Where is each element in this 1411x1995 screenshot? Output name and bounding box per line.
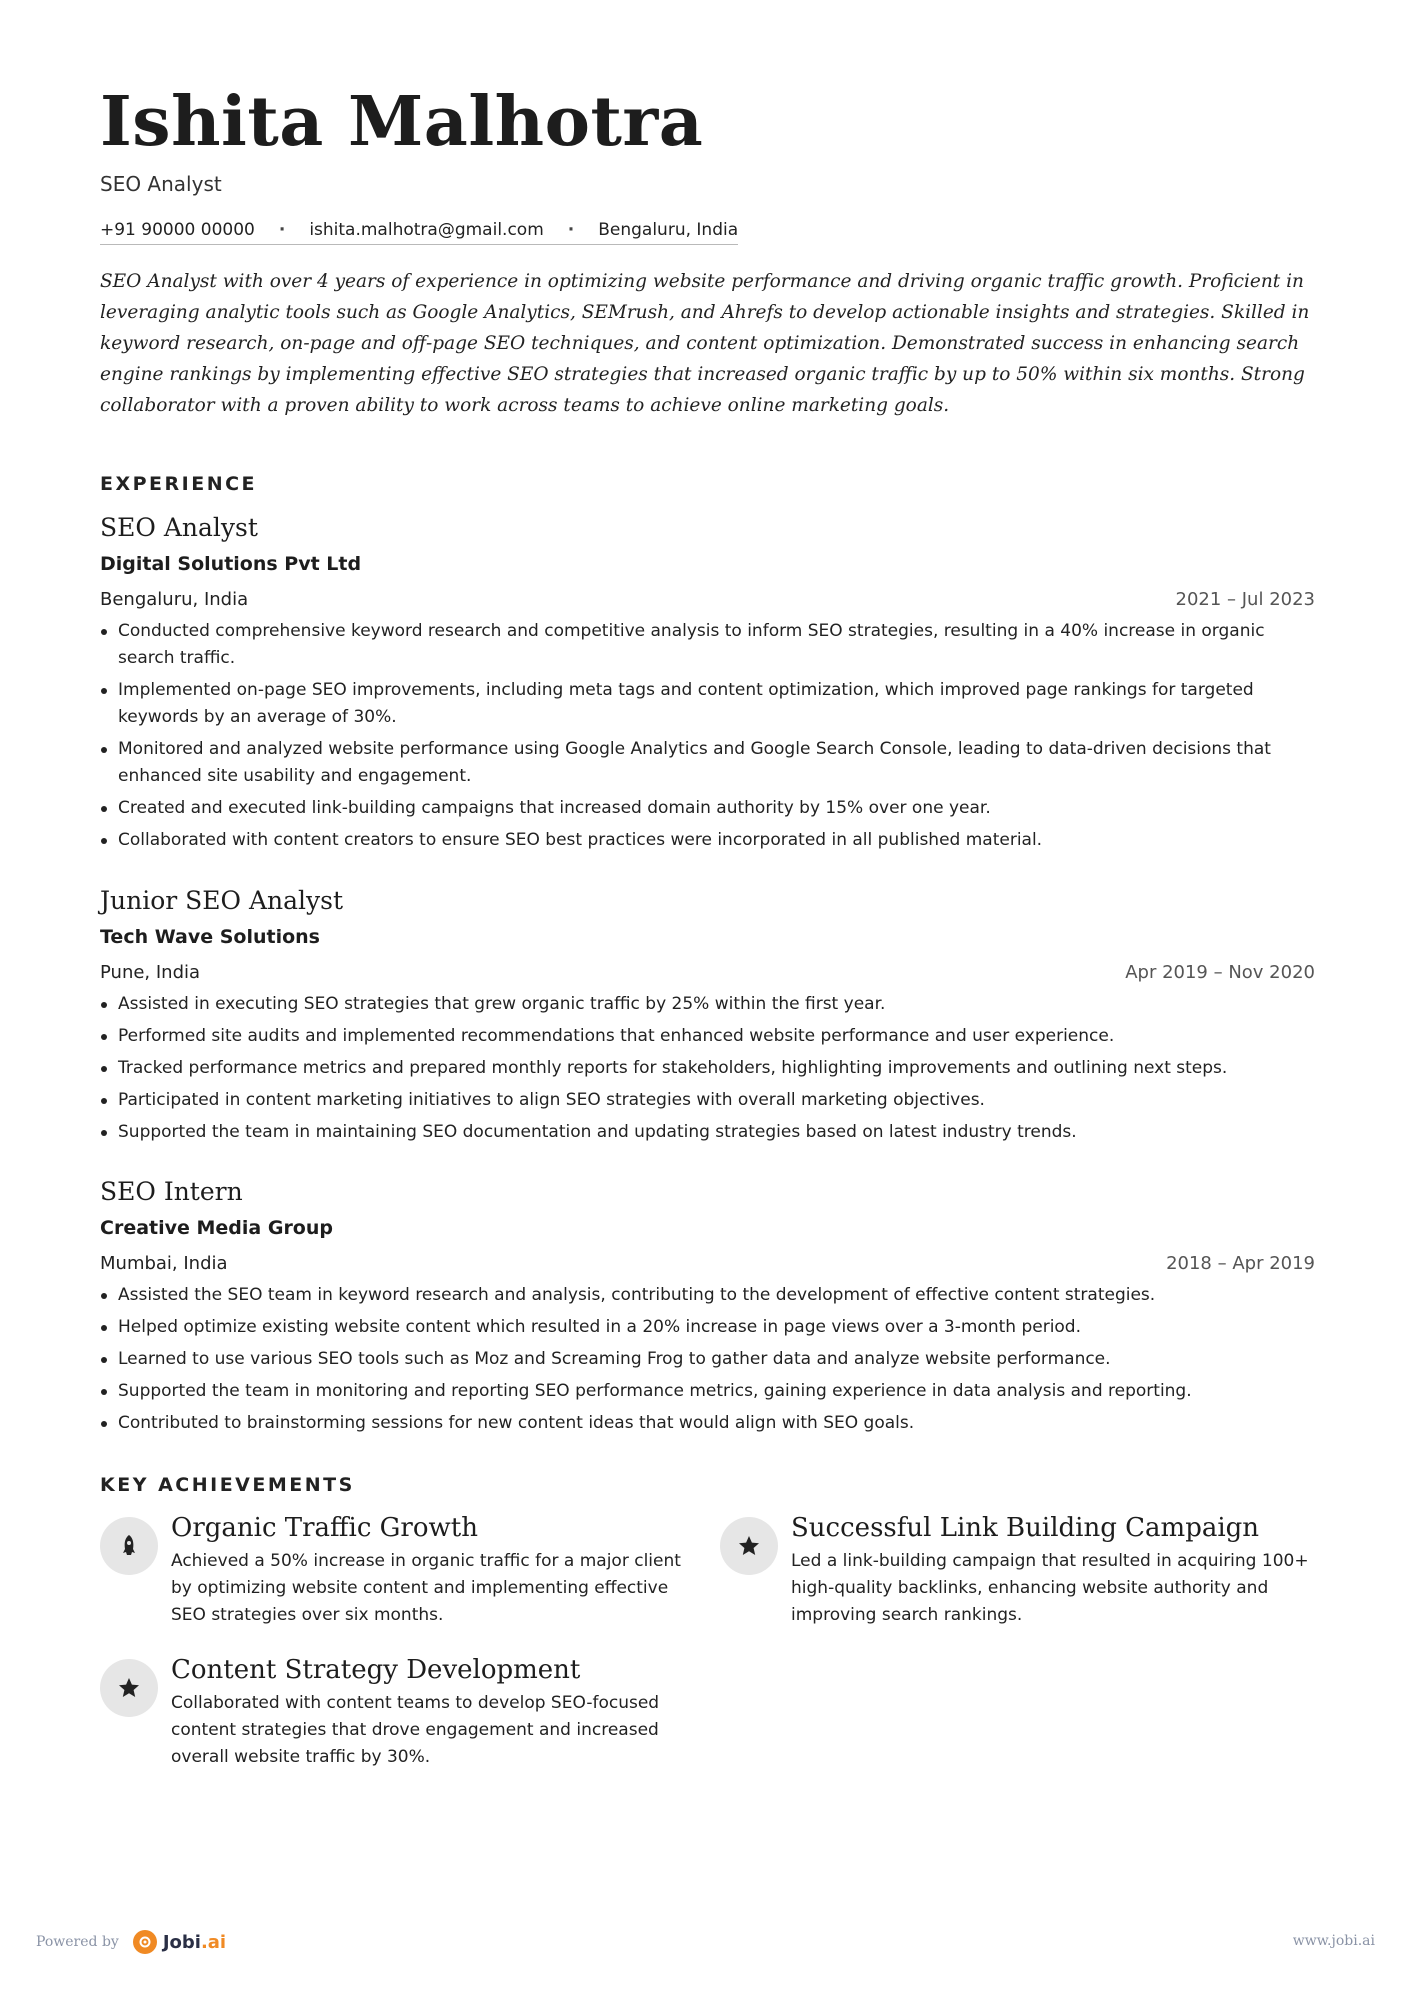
powered-by-label: Powered by <box>36 1934 119 1950</box>
bullet-item: Participated in content marketing initiatives to align SEO strategies with overall marketing objectives. <box>100 1087 1315 1114</box>
candidate-role: SEO Analyst <box>100 172 222 196</box>
candidate-name: Ishita Malhotra <box>100 82 704 162</box>
job-company: Creative Media Group <box>100 1217 333 1239</box>
email-address: ishita.malhotra@gmail.com <box>309 220 544 240</box>
achievements-heading: KEY ACHIEVEMENTS <box>100 1474 355 1496</box>
job-dates: 2021 – Jul 2023 <box>1175 589 1315 610</box>
job-bullets <box>100 991 1315 1146</box>
achievement-title: Organic Traffic Growth <box>171 1513 478 1543</box>
job-bullets <box>100 1282 1315 1437</box>
job-title: Junior SEO Analyst <box>100 886 344 915</box>
achievement-title: Content Strategy Development <box>171 1655 581 1685</box>
job-meta <box>100 955 1315 991</box>
bullet-item: Assisted in executing SEO strategies that grew organic traffic by 25% within the first year. <box>100 991 1315 1018</box>
job-bullets <box>100 618 1315 854</box>
job-title: SEO Intern <box>100 1177 243 1206</box>
separator-dot: · <box>278 220 286 240</box>
achievement-description: Led a link-building campaign that resulted in acquiring 100+ high-quality backlinks, enhancing website authority and improving search rankings. <box>791 1551 1309 1625</box>
bullet-item: Created and executed link-building campaigns that increased domain authority by 15% over one year. <box>100 795 1315 822</box>
star-icon <box>720 1517 778 1575</box>
bullet-item: Conducted comprehensive keyword research and competitive analysis to inform SEO strategies, resulting in a 40% increase in organic search traffic. <box>100 618 1315 672</box>
achievement-description: Achieved a 50% increase in organic traffic for a major client by optimizing website content and implementing effective SEO strategies over six months. <box>171 1551 681 1625</box>
achievement-title: Successful Link Building Campaign <box>791 1513 1260 1543</box>
jobi-logo-icon <box>133 1930 157 1954</box>
contact-location: Bengaluru, India <box>598 220 739 240</box>
job-title: SEO Analyst <box>100 513 258 542</box>
bullet-item: Assisted the SEO team in keyword research and analysis, contributing to the development of effective content strategies. <box>100 1282 1315 1309</box>
separator-dot: · <box>567 220 575 240</box>
star-icon <box>100 1659 158 1717</box>
jobi-logo-text[interactable] <box>163 1932 226 1953</box>
job-dates: Apr 2019 – Nov 2020 <box>1125 962 1315 983</box>
achievement-description: Collaborated with content teams to develop SEO-focused content strategies that drove engagement and increased overall website traffic by 30%. <box>171 1693 660 1767</box>
job-entry <box>100 883 1315 1151</box>
job-location: Mumbai, India <box>100 1253 228 1274</box>
bullet-item: Supported the team in maintaining SEO documentation and updating strategies based on latest industry trends. <box>100 1119 1315 1146</box>
contact-bar <box>100 220 738 245</box>
job-company: Tech Wave Solutions <box>100 926 320 948</box>
powered-by-footer <box>36 1930 226 1954</box>
job-meta <box>100 582 1315 618</box>
brand-suffix: .ai <box>200 1931 227 1953</box>
bullet-item: Implemented on-page SEO improvements, including meta tags and content optimization, which improved page rankings for targeted keywords by an average of 30%. <box>100 677 1315 731</box>
job-company: Digital Solutions Pvt Ltd <box>100 553 362 575</box>
rocket-icon <box>100 1517 158 1575</box>
bullet-item: Tracked performance metrics and prepared monthly reports for stakeholders, highlighting improvements and outlining next steps. <box>100 1055 1315 1082</box>
bullet-item: Performed site audits and implemented recommendations that enhanced website performance and user experience. <box>100 1023 1315 1050</box>
bullet-item: Monitored and analyzed website performance using Google Analytics and Google Search Console, leading to data-driven decisions that enhanced site usability and engagement. <box>100 736 1315 790</box>
bullet-item: Learned to use various SEO tools such as Moz and Screaming Frog to gather data and analyze website performance. <box>100 1346 1315 1373</box>
phone-number: +91 90000 00000 <box>100 220 255 240</box>
experience-heading: EXPERIENCE <box>100 473 258 495</box>
bullet-item: Supported the team in monitoring and reporting SEO performance metrics, gaining experience in data analysis and reporting. <box>100 1378 1315 1405</box>
bullet-item: Contributed to brainstorming sessions for new content ideas that would align with SEO goals. <box>100 1410 1315 1437</box>
job-meta <box>100 1246 1315 1282</box>
brand-name: Jobi <box>162 1931 201 1953</box>
bullet-item: Collaborated with content creators to ensure SEO best practices were incorporated in all published material. <box>100 827 1315 854</box>
job-entry <box>100 510 1315 859</box>
job-location: Bengaluru, India <box>100 589 249 610</box>
professional-summary: SEO Analyst with over 4 years of experience in optimizing website performance and driving organic traffic growth. Proficient in leveraging analytic tools such as Google Analytics, SEMrush, and Ahrefs to develop actionable insights and strategies. Skilled in keyword research, on-page and off-page SEO techniques, and content optimization. Demonstrated success in enhancing search engine rankings by implementing effective SEO strategies that increased organic traffic by up to 50% within six months. Strong collaborator with a proven ability to work across teams to achieve online marketing goals. <box>100 271 1310 416</box>
job-entry <box>100 1174 1315 1442</box>
job-location: Pune, India <box>100 962 201 983</box>
website-link[interactable]: www.jobi.ai <box>1292 1933 1375 1949</box>
job-dates: 2018 – Apr 2019 <box>1166 1253 1315 1274</box>
bullet-item: Helped optimize existing website content which resulted in a 20% increase in page views over a 3-month period. <box>100 1314 1315 1341</box>
